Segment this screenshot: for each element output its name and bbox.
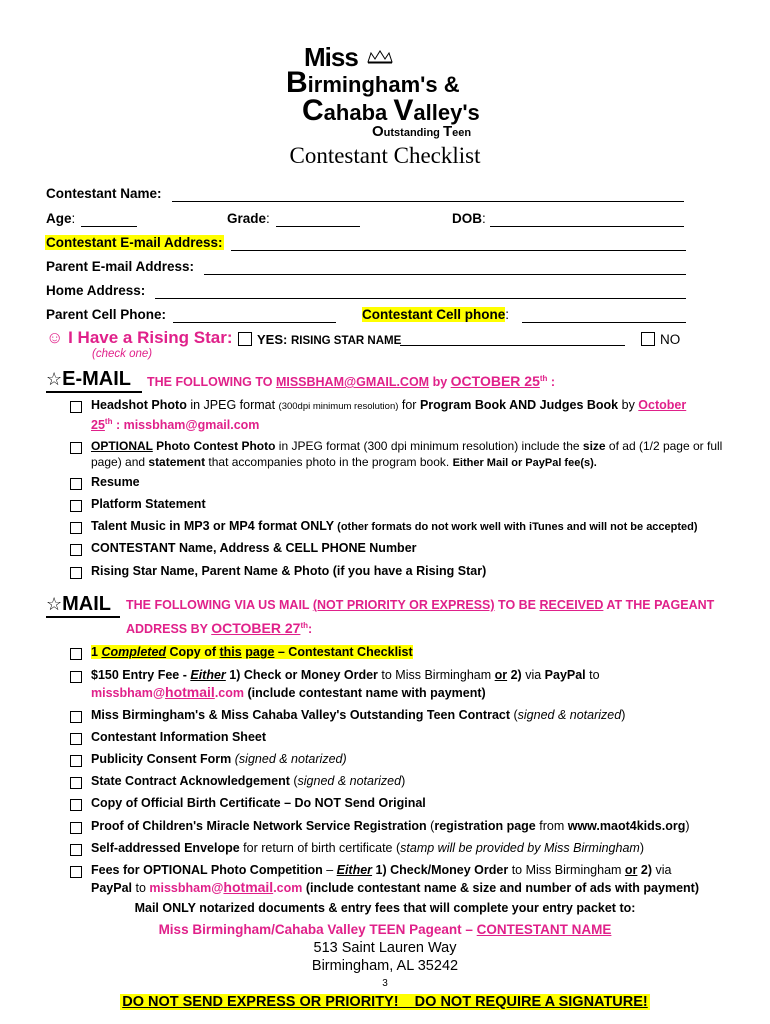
email-section-heading: ☆E-MAIL — [46, 368, 132, 390]
logo-line-birmingham: Birmingham's & — [286, 66, 460, 99]
mail-only-note: Mail ONLY notarized documents & entry fees that will complete your entry packet to: — [134, 901, 636, 915]
logo-line-outstanding-teen: Outstanding Teen — [372, 123, 472, 140]
item-headshot-line2: 25th : missbham@gmail.com — [91, 417, 260, 433]
page-title: Contestant Checklist — [289, 143, 481, 168]
home-address-field[interactable] — [155, 298, 686, 299]
item-sase: Self-addressed Envelope for return of birth certificate (stamp will be provided by Miss Birmingham) — [91, 841, 644, 855]
item-headshot: Headshot Photo in JPEG format (300dpi minimum resolution) for Program Book AND Judges Book by October — [91, 398, 687, 412]
checkbox-info-sheet[interactable] — [70, 733, 82, 745]
checkbox-rising-star-info[interactable] — [70, 567, 82, 579]
rising-star-no-checkbox[interactable] — [641, 332, 655, 346]
item-entry-fee: $150 Entry Fee - Either 1) Check or Money Order to Miss Birmingham or 2) via PayPal to — [91, 668, 600, 682]
item-photo-fees-line2: PayPal to missbham@hotmail.com (include contestant name & size and number of ads with payment) — [91, 879, 699, 895]
mail-section-subheading-line2: ADDRESS BY OCTOBER 27th: — [126, 620, 313, 636]
checkbox-talent-music[interactable] — [70, 522, 82, 534]
logo-line-miss: Miss — [304, 42, 358, 72]
rising-star-name-field[interactable] — [400, 345, 625, 346]
item-rising-star-info: Rising Star Name, Parent Name & Photo (if you have a Rising Star) — [91, 564, 487, 578]
contestant-email-field[interactable] — [231, 250, 686, 251]
item-optional-photo: OPTIONAL Photo Contest Photo in JPEG format (300 dpi minimum resolution) include the size of ad (1/2 page or full — [91, 439, 723, 453]
item-state-contract: State Contract Acknowledgement (signed & notarized) — [91, 774, 406, 788]
item-platform: Platform Statement — [91, 497, 206, 511]
dob-label: DOB: — [452, 211, 486, 226]
item-photo-fees: Fees for OPTIONAL Photo Competition – Either 1) Check/Money Order to Miss Birmingham or 2) via — [91, 863, 672, 877]
contestant-email-label: Contestant E-mail Address: — [46, 235, 223, 250]
checkbox-checklist-copy[interactable] — [70, 648, 82, 660]
checkbox-resume[interactable] — [70, 478, 82, 490]
parent-cell-label: Parent Cell Phone: — [46, 307, 167, 322]
checkbox-entry-fee[interactable] — [70, 671, 82, 683]
rising-star-yes-checkbox[interactable] — [238, 332, 252, 346]
contestant-name-field[interactable] — [172, 201, 684, 202]
item-contestant-info: CONTESTANT Name, Address & CELL PHONE Number — [91, 541, 417, 555]
dob-field[interactable] — [490, 226, 684, 227]
address-line-1: 513 Saint Lauren Way — [313, 940, 457, 956]
crown-icon — [366, 50, 394, 64]
warning-banner: DO NOT SEND EXPRESS OR PRIORITY! DO NOT REQUIRE A SIGNATURE! — [122, 994, 648, 1010]
star-icon: ☆ — [46, 594, 63, 614]
contestant-name-label: Contestant Name: — [46, 186, 162, 201]
mail-heading-underline — [46, 616, 120, 618]
item-entry-fee-line2: missbham@hotmail.com (include contestant name with payment) — [91, 684, 486, 700]
age-field[interactable] — [81, 226, 137, 227]
grade-label: Grade: — [227, 211, 270, 226]
parent-email-field[interactable] — [204, 274, 686, 275]
checkbox-sase[interactable] — [70, 844, 82, 856]
checkbox-platform[interactable] — [70, 500, 82, 512]
contestant-cell-field[interactable] — [522, 322, 686, 323]
email-section-subheading: THE FOLLOWING TO MISSBHAM@GMAIL.COM by OCTOBER 25th : — [147, 373, 556, 389]
rising-star-no-label: NO — [660, 332, 681, 347]
item-talent-music: Talent Music in MP3 or MP4 format ONLY (other formats do not work well with iTunes and will not be accepted) — [91, 519, 698, 533]
smiley-icon: ☺ — [46, 328, 64, 347]
home-address-label: Home Address: — [46, 283, 146, 298]
email-heading-underline — [46, 391, 142, 393]
checkbox-state-contract[interactable] — [70, 777, 82, 789]
mail-section-subheading: THE FOLLOWING VIA US MAIL (NOT PRIORITY OR EXPRESS) TO BE RECEIVED AT THE PAGEANT — [126, 598, 715, 612]
parent-email-label: Parent E-mail Address: — [46, 259, 195, 274]
rising-star-label: ☺ I Have a Rising Star: — [46, 328, 233, 347]
checkbox-contract[interactable] — [70, 711, 82, 723]
logo — [286, 44, 516, 140]
checkbox-contestant-info[interactable] — [70, 544, 82, 556]
checkbox-photo-fees[interactable] — [70, 866, 82, 878]
item-info-sheet: Contestant Information Sheet — [91, 730, 267, 744]
grade-field[interactable] — [276, 226, 360, 227]
item-optional-photo-line2: page) and statement that accompanies photo in the program book. Either Mail or PayPal fee(s). — [91, 455, 597, 469]
contestant-cell-label: Contestant Cell phone: — [362, 307, 510, 322]
check-one-note: (check one) — [92, 348, 153, 360]
checkbox-cmn-registration[interactable] — [70, 822, 82, 834]
checkbox-publicity[interactable] — [70, 755, 82, 767]
parent-cell-field[interactable] — [173, 322, 336, 323]
star-icon: ☆ — [46, 369, 63, 389]
item-resume: Resume — [91, 475, 140, 489]
page-number: 3 — [382, 978, 388, 989]
address-line-2: Birmingham, AL 35242 — [311, 958, 459, 974]
checkbox-headshot[interactable] — [70, 401, 82, 413]
item-cmn-registration: Proof of Children's Miracle Network Service Registration (registration page from www.maot4kids.org) — [91, 819, 690, 833]
mail-section-heading: ☆MAIL — [46, 593, 112, 615]
item-birth-certificate: Copy of Official Birth Certificate – Do NOT Send Original — [91, 796, 426, 810]
pageant-address-line: Miss Birmingham/Cahaba Valley TEEN Pageant – CONTESTANT NAME — [158, 922, 612, 937]
item-contract: Miss Birmingham's & Miss Cahaba Valley's Outstanding Teen Contract (signed & notarized) — [91, 708, 626, 722]
rising-star-yes-label: YES: RISING STAR NAME — [257, 332, 402, 347]
logo-line-cahaba: Cahaba Valley's — [302, 94, 480, 127]
age-label: Age: — [46, 211, 76, 226]
item-checklist-copy: 1 Completed Copy of this page – Contestant Checklist — [91, 645, 413, 659]
checkbox-optional-photo[interactable] — [70, 442, 82, 454]
checkbox-birth-certificate[interactable] — [70, 799, 82, 811]
item-publicity: Publicity Consent Form (signed & notarized) — [91, 752, 347, 766]
